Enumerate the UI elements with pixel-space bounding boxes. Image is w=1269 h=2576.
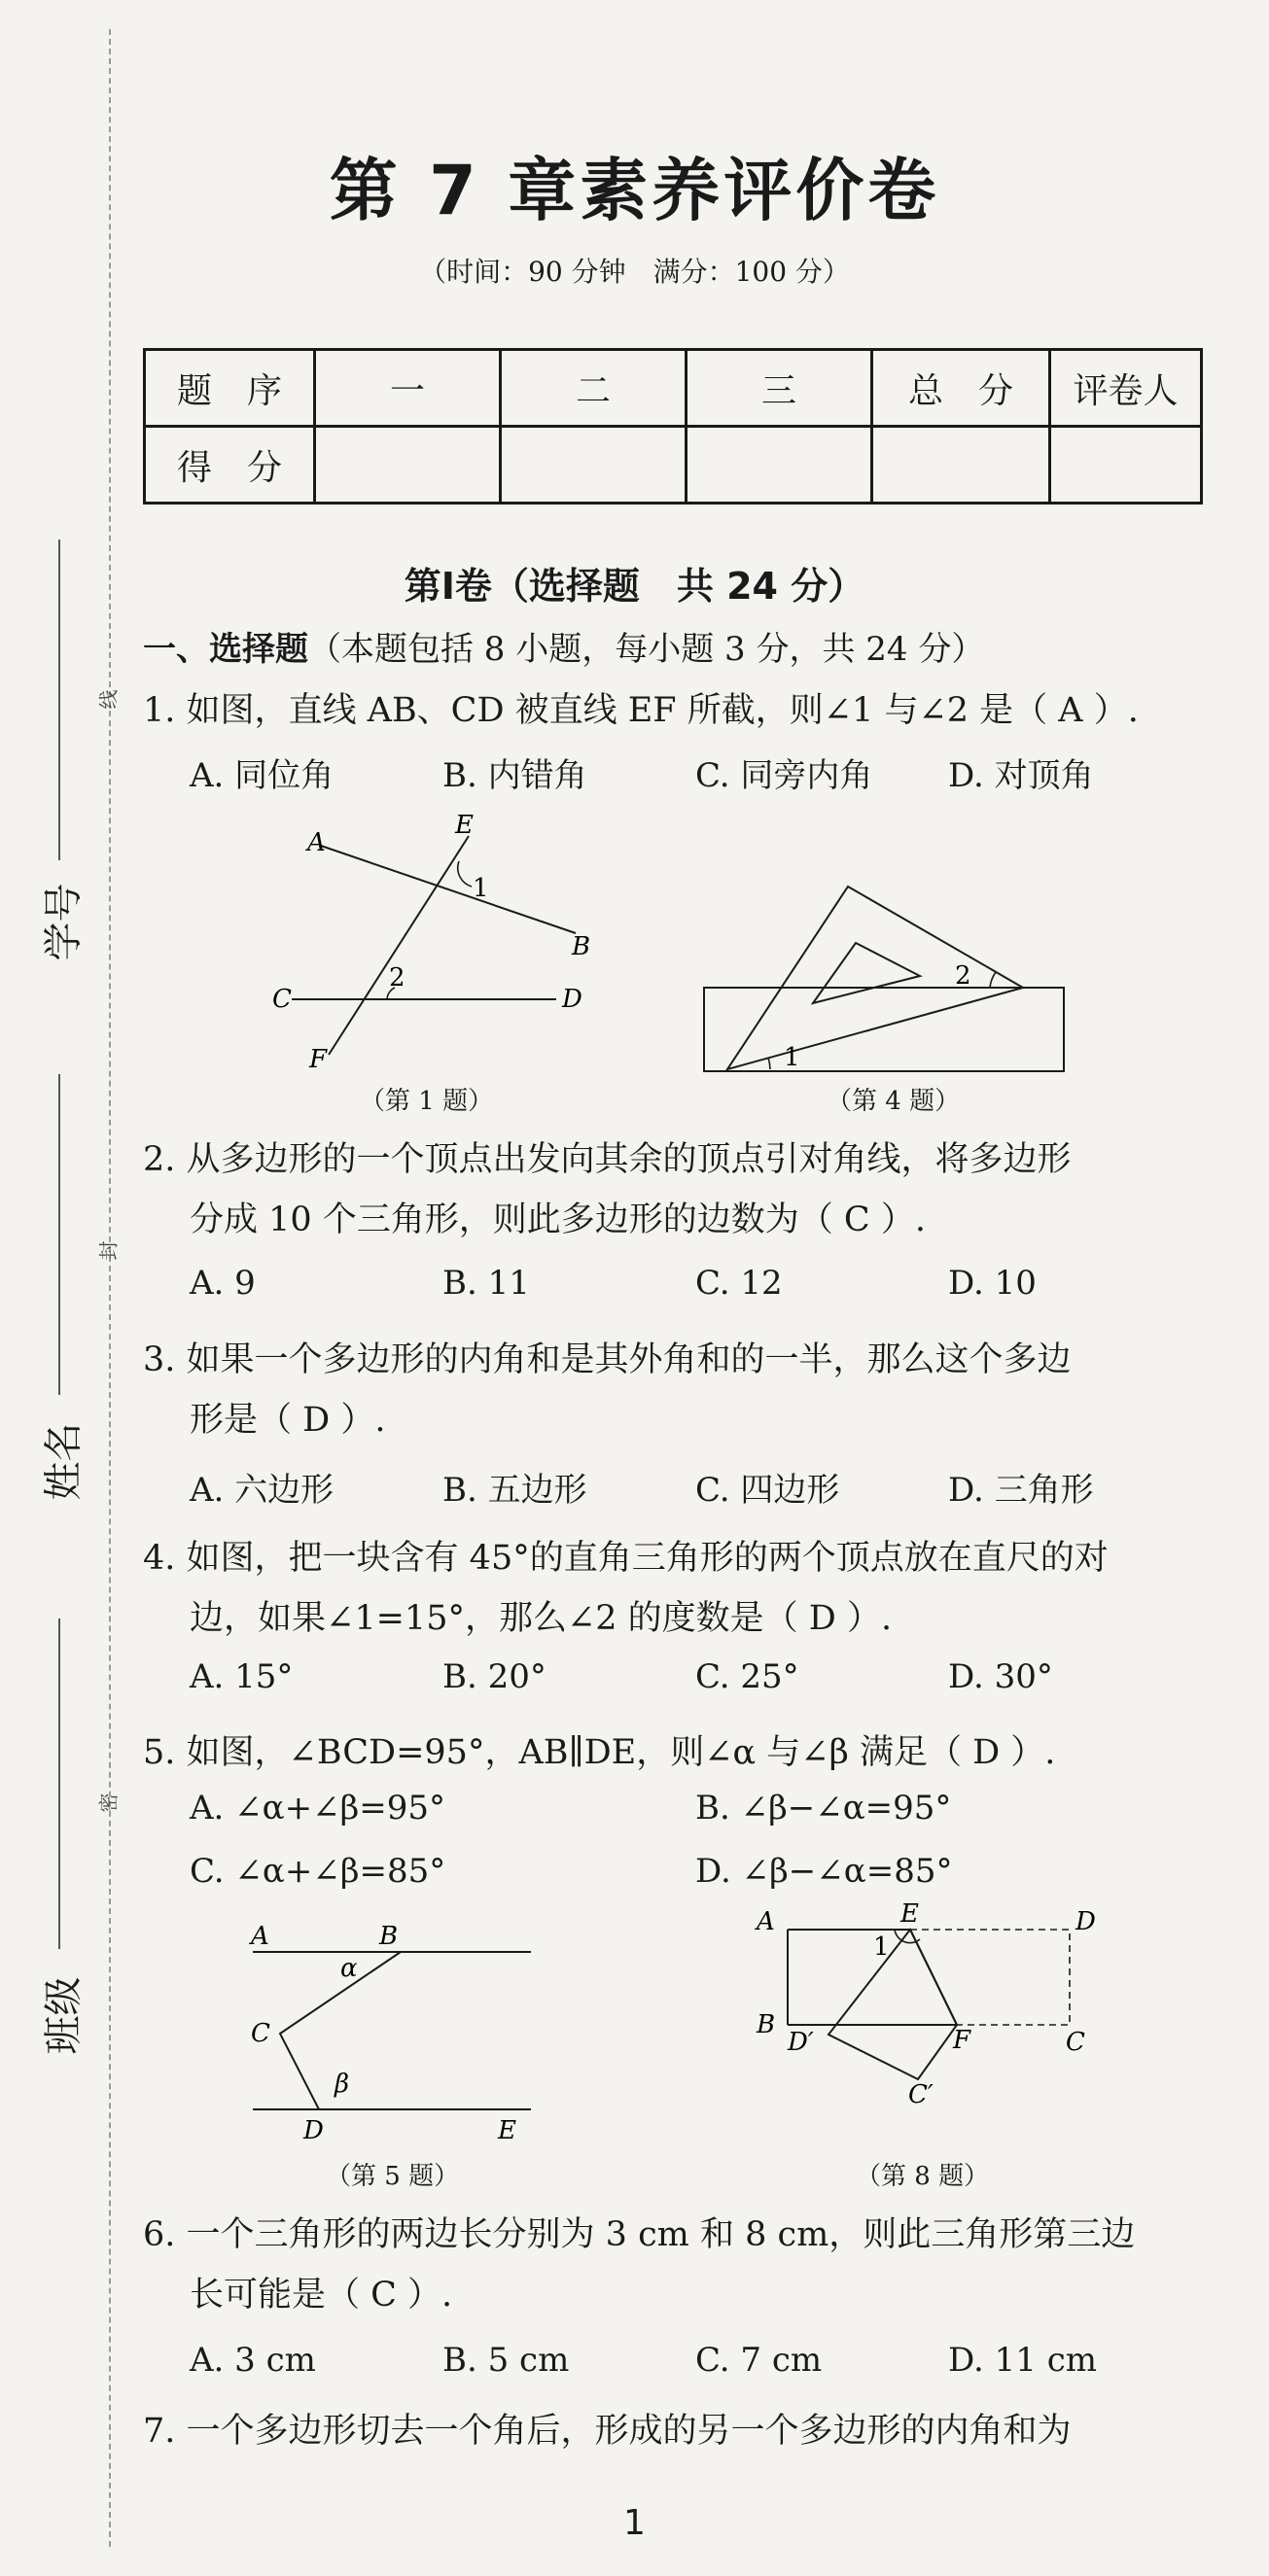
option: A. 六边形	[190, 1471, 335, 1510]
question-5	[143, 1723, 1222, 1783]
fig1-label: F	[309, 1045, 328, 1074]
fig1-label: B	[572, 932, 591, 961]
fig8-label: D′	[788, 2028, 814, 2057]
question-stem: 从多边形的一个顶点出发向其余的顶点引对角线，将多边形	[186, 1140, 1072, 1179]
score-cell[interactable]	[1050, 427, 1202, 504]
option: C. 7 cm	[695, 2341, 823, 2380]
name-label: 姓名	[41, 1422, 87, 1501]
option: C. 12	[695, 1264, 783, 1303]
question-7	[143, 2401, 1222, 2461]
figure-1	[243, 807, 632, 1098]
question-stem-line	[143, 1130, 1222, 1190]
page-number: 1	[623, 2503, 646, 2543]
angle-2-arc	[990, 972, 996, 988]
fig5-label: α	[340, 1954, 358, 1983]
fig8-label: D	[1075, 1907, 1096, 1936]
score-table-header-row	[145, 350, 1202, 427]
header-cell: 评卷人	[1050, 350, 1202, 427]
question-stem: 一个多边形切去一个角后，形成的另一个多边形的内角和为	[186, 2412, 1072, 2451]
class-rule	[58, 1619, 60, 1949]
option: B. 5 cm	[442, 2341, 570, 2380]
fig4-label: 1	[784, 1043, 800, 1072]
student-id-label: 学号	[41, 883, 87, 961]
ruler	[704, 988, 1064, 1071]
question-number: 3.	[143, 1340, 176, 1379]
fig5-label: D	[303, 2116, 324, 2145]
question-number: 7.	[143, 2412, 176, 2451]
fig5-label: C	[251, 2019, 270, 2048]
header-cell: 总 分	[872, 350, 1050, 427]
fig1-label: C	[272, 985, 292, 1014]
exam-info: （时间：90 分钟 满分：100 分）	[419, 256, 850, 288]
figure-4-caption: （第 4 题）	[827, 1087, 961, 1116]
option: B. 内错角	[442, 756, 587, 795]
fig1-label: E	[455, 811, 474, 840]
name-rule	[58, 1074, 60, 1395]
triangle-inner	[813, 943, 920, 1003]
fig5-label: E	[498, 2116, 516, 2145]
class-label: 班级	[41, 1976, 87, 2055]
fig1-label: 2	[389, 963, 405, 992]
fig5-label: B	[379, 1922, 399, 1951]
section-title: 第Ⅰ卷（选择题 共 24 分）	[404, 565, 865, 608]
question-stem-line	[143, 1330, 1222, 1390]
option: A. 9	[190, 1264, 256, 1303]
figure-1-caption: （第 1 题）	[360, 1087, 494, 1116]
part-note: （本题包括 8 小题，每小题 3 分，共 24 分）	[308, 630, 985, 669]
fig5-label: A	[251, 1922, 269, 1951]
option: A. ∠α+∠β=95°	[190, 1789, 446, 1828]
option: D. 三角形	[948, 1471, 1094, 1510]
question-stem-line	[143, 2205, 1222, 2265]
score-cell[interactable]	[872, 427, 1050, 504]
fig1-label: D	[562, 985, 582, 1014]
question-3	[143, 1330, 1222, 1450]
question-stem-line: 形是（ D ）.	[190, 1401, 386, 1440]
figure-5-caption: （第 5 题）	[326, 2162, 460, 2191]
question-number: 5.	[143, 1733, 176, 1772]
option: A. 3 cm	[190, 2341, 316, 2380]
question-stem: 一个三角形的两边长分别为 3 cm 和 8 cm，则此三角形第三边	[186, 2215, 1136, 2254]
option: C. ∠α+∠β=85°	[190, 1852, 446, 1891]
question-stem: 如图，∠BCD=95°，AB∥DE，则∠α 与∠β 满足（ D ）.	[186, 1733, 1056, 1772]
fold-mark: 密	[96, 1793, 121, 1813]
question-number: 4.	[143, 1539, 176, 1578]
option: C. 同旁内角	[695, 756, 873, 795]
score-cell[interactable]	[501, 427, 687, 504]
part-heading	[143, 622, 984, 670]
question-stem: 如图，把一块含有 45°的直角三角形的两个顶点放在直尺的对	[186, 1539, 1109, 1578]
score-row-label: 得 分	[145, 427, 315, 504]
score-table-score-row	[145, 427, 1202, 504]
question-stem-line: 分成 10 个三角形，则此多边形的边数为（ C ）.	[190, 1201, 926, 1239]
angle-1-arc	[895, 1930, 920, 1943]
angle-1-arc	[768, 1058, 770, 1069]
question-4	[143, 1528, 1222, 1649]
header-cell: 二	[501, 350, 687, 427]
header-cell: 一	[315, 350, 501, 427]
option: D. 对顶角	[948, 756, 1094, 795]
option: A. 同位角	[190, 756, 335, 795]
fig8-label: C′	[908, 2080, 934, 2109]
page-title: 第 7 章素养评价卷	[329, 151, 940, 230]
option: C. 25°	[695, 1657, 799, 1696]
fig4-label: 2	[955, 961, 971, 991]
option: A. 15°	[190, 1657, 294, 1696]
header-cell: 三	[687, 350, 872, 427]
figure-8-caption: （第 8 题）	[856, 2162, 990, 2191]
fig8-label: B	[757, 2010, 776, 2039]
option: B. ∠β−∠α=95°	[695, 1789, 952, 1828]
fig8-label: A	[757, 1907, 775, 1936]
fig1-label: 1	[473, 874, 489, 903]
question-number: 1.	[143, 691, 176, 730]
triangle-outer	[727, 887, 1023, 1069]
option: C. 四边形	[695, 1471, 840, 1510]
fig8-label: C	[1066, 2028, 1085, 2057]
option: B. 20°	[442, 1657, 546, 1696]
figure-8	[749, 1900, 1109, 2153]
question-number: 6.	[143, 2215, 176, 2254]
question-stem-line	[143, 1528, 1222, 1588]
score-cell[interactable]	[687, 427, 872, 504]
part-heading-label: 一、选择题	[143, 630, 308, 669]
question-number: 2.	[143, 1140, 176, 1179]
binding-dashed-line	[109, 29, 111, 2547]
line-mark: 线	[96, 689, 121, 710]
option: D. ∠β−∠α=85°	[695, 1852, 953, 1891]
question-1	[143, 680, 1222, 741]
option: B. 11	[442, 1264, 530, 1303]
fig8-label: 1	[873, 1932, 890, 1962]
score-cell[interactable]	[315, 427, 501, 504]
angle-1-arc	[458, 861, 472, 887]
question-stem-line: 边，如果∠1=15°，那么∠2 的度数是（ D ）.	[190, 1599, 893, 1638]
figure-5	[233, 1905, 554, 2148]
line-ab	[321, 846, 576, 933]
question-2	[143, 1130, 1222, 1250]
option: D. 11 cm	[948, 2341, 1098, 2380]
option: D. 10	[948, 1264, 1037, 1303]
fig5-label: β	[335, 2070, 350, 2099]
folded-quadrilateral	[828, 1930, 957, 2079]
fig1-label: A	[307, 828, 326, 857]
score-table	[143, 348, 1203, 505]
header-cell: 题 序	[145, 350, 315, 427]
figure-4	[700, 875, 1089, 1079]
fig8-label: E	[900, 1900, 919, 1929]
option: D. 30°	[948, 1657, 1053, 1696]
question-stem: 如图，直线 AB、CD 被直线 EF 所截，则∠1 与∠2 是（ A ）.	[186, 691, 1139, 730]
option: B. 五边形	[442, 1471, 587, 1510]
fig8-label: F	[953, 2026, 971, 2055]
seal-mark: 封	[96, 1240, 121, 1261]
question-stem-line: 长可能是（ C ）.	[190, 2276, 453, 2315]
question-stem: 如果一个多边形的内角和是其外角和的一半，那么这个多边	[186, 1340, 1072, 1379]
question-6	[143, 2205, 1222, 2325]
line-ef	[329, 836, 469, 1055]
